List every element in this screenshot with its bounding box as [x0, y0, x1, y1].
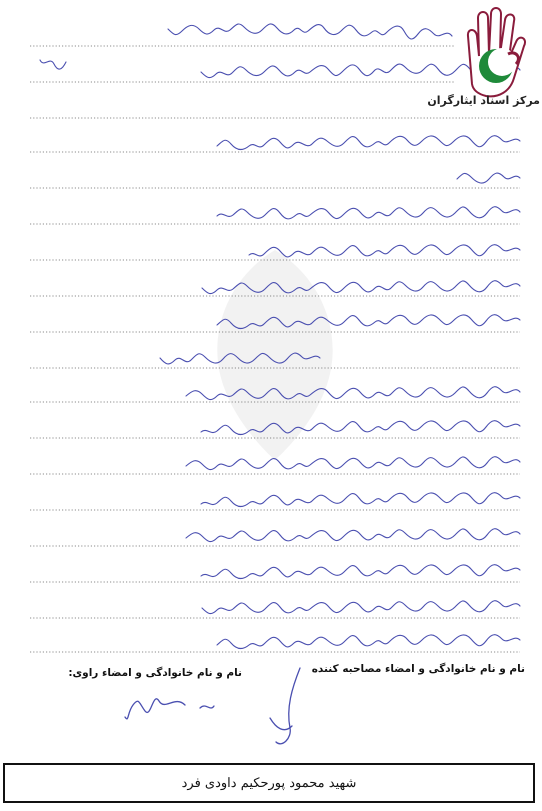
narrator-signature-label: نام و نام خانوادگی و امضاء راوی:: [68, 667, 242, 679]
martyr-name-caption: شهید محمود پورحکیم داودی فرد: [181, 775, 357, 791]
logo-caption: مرکز اسناد ایثارگران: [427, 94, 540, 107]
signature-scribbles: [125, 668, 300, 744]
interviewer-signature-label: نام و نام خانوادگی و امضاء مصاحبه کننده: [311, 663, 525, 675]
caption-box: [3, 763, 535, 803]
